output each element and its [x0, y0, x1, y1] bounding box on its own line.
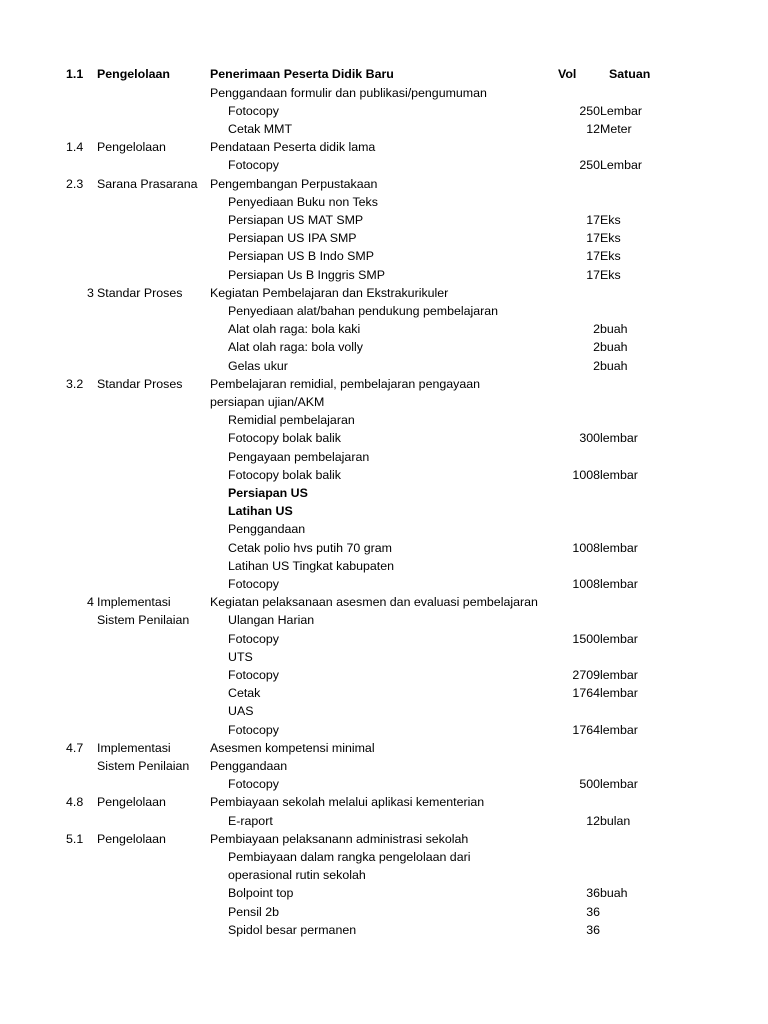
table-row — [0, 520, 768, 538]
item-description: Persiapan US IPA SMP — [228, 231, 357, 246]
table-row — [0, 812, 768, 830]
item-description: Persiapan US B Indo SMP — [228, 249, 375, 264]
unit-value: buah — [600, 358, 628, 373]
volume-value: 36 — [586, 886, 600, 901]
volume-value: 2 — [593, 322, 600, 337]
table-row — [0, 338, 768, 356]
item-description: Penggandaan — [228, 522, 306, 537]
item-description: UTS — [228, 649, 253, 664]
item-description: operasional rutin sekolah — [228, 868, 366, 883]
section-number: 4.7 — [66, 740, 84, 755]
volume-value: 1008 — [572, 467, 600, 482]
item-description: Cetak MMT — [228, 121, 293, 136]
table-row — [0, 648, 768, 666]
item-description: Fotocopy — [228, 722, 279, 737]
unit-value: lembar — [600, 540, 638, 555]
table-row — [0, 630, 768, 648]
table-row — [0, 138, 768, 156]
header-category: Pengelolaan — [97, 67, 170, 81]
table-row — [0, 611, 768, 629]
volume-value: 2 — [593, 340, 600, 355]
table-row — [0, 848, 768, 866]
table-row — [0, 120, 768, 138]
header-row — [0, 65, 768, 83]
table-row — [0, 211, 768, 229]
item-description: Asesmen kompetensi minimal — [210, 740, 375, 755]
unit-value: lembar — [600, 722, 638, 737]
table-row — [0, 684, 768, 702]
table-row — [0, 921, 768, 939]
table-row — [0, 84, 768, 102]
unit-value: lembar — [600, 467, 638, 482]
item-description: Penyediaan Buku non Teks — [228, 194, 378, 209]
category-label: Standar Proses — [97, 376, 183, 391]
volume-value: 1008 — [572, 540, 600, 555]
table-row — [0, 411, 768, 429]
vol-column-label: Vol — [558, 67, 577, 81]
item-description: Alat olah raga: bola volly — [228, 340, 364, 355]
volume-value: 1764 — [572, 722, 600, 737]
table-row — [0, 903, 768, 921]
table-row — [0, 593, 768, 611]
volume-value: 250 — [579, 103, 600, 118]
category-label: Sistem Penilaian — [97, 758, 190, 773]
table-row — [0, 557, 768, 575]
unit-value: lembar — [600, 667, 638, 682]
unit-value: Meter — [600, 121, 632, 136]
volume-value: 36 — [586, 904, 600, 919]
item-description: Persiapan US MAT SMP — [228, 212, 364, 227]
unit-value: lembar — [600, 686, 638, 701]
item-description: Fotocopy — [228, 158, 279, 173]
section-number: 4.8 — [66, 795, 84, 810]
unit-value: Lembar — [600, 158, 643, 173]
table-row — [0, 229, 768, 247]
unit-value: Eks — [600, 267, 621, 282]
item-description: Pengembangan Perpustakaan — [210, 176, 378, 191]
item-description: Spidol besar permanen — [228, 922, 357, 937]
item-description: Remidial pembelajaran — [228, 413, 355, 428]
section-number: 3 — [87, 285, 94, 300]
item-description: UAS — [228, 704, 254, 719]
table-row — [0, 484, 768, 502]
unit-value: lembar — [600, 576, 638, 591]
volume-value: 17 — [586, 267, 600, 282]
volume-value: 12 — [586, 121, 600, 136]
volume-value: 1500 — [572, 631, 600, 646]
category-label: Pengelolaan — [97, 795, 166, 810]
table-row — [0, 466, 768, 484]
table-row — [0, 830, 768, 848]
item-description: Pembiayaan dalam rangka pengelolaan dari — [228, 849, 471, 864]
volume-value: 36 — [586, 922, 600, 937]
item-description: Penyediaan alat/bahan pendukung pembelajaran — [228, 303, 499, 318]
table-row — [0, 102, 768, 120]
unit-value: lembar — [600, 631, 638, 646]
table-row — [0, 884, 768, 902]
section-number: 5.1 — [66, 831, 84, 846]
volume-value: 17 — [586, 249, 600, 264]
item-description: Fotocopy — [228, 576, 279, 591]
unit-value: Eks — [600, 249, 621, 264]
item-description: persiapan ujian/AKM — [210, 394, 325, 409]
category-label: Pengelolaan — [97, 140, 166, 155]
table-row — [0, 502, 768, 520]
item-description: Pengayaan pembelajaran — [228, 449, 370, 464]
table-row — [0, 721, 768, 739]
table-row — [0, 357, 768, 375]
table-row — [0, 702, 768, 720]
unit-value: Eks — [600, 212, 621, 227]
table-row — [0, 793, 768, 811]
item-description: Pembelajaran remidial, pembelajaran pengayaan — [210, 376, 481, 391]
item-description: Pendataan Peserta didik lama — [210, 140, 376, 155]
volume-value: 250 — [579, 158, 600, 173]
unit-value: Lembar — [600, 103, 643, 118]
item-description: Fotocopy bolak balik — [228, 467, 341, 482]
category-label: Implementasi — [97, 595, 171, 610]
category-label: Pengelolaan — [97, 831, 166, 846]
item-description: E-raport — [228, 813, 273, 828]
unit-value: buah — [600, 322, 628, 337]
volume-value: 12 — [586, 813, 600, 828]
unit-column-label: Satuan — [609, 67, 651, 81]
item-description: Pensil 2b — [228, 904, 279, 919]
volume-value: 17 — [586, 212, 600, 227]
category-label: Standar Proses — [97, 285, 183, 300]
volume-value: 500 — [579, 777, 600, 792]
table-row — [0, 429, 768, 447]
item-description: Cetak — [228, 686, 261, 701]
table-row — [0, 320, 768, 338]
table-row — [0, 156, 768, 174]
category-label: Implementasi — [97, 740, 171, 755]
item-description: Fotocopy bolak balik — [228, 431, 341, 446]
table-row — [0, 448, 768, 466]
table-row — [0, 375, 768, 393]
item-description: Kegiatan Pembelajaran dan Ekstrakurikuler — [210, 285, 449, 300]
table-row — [0, 302, 768, 320]
item-description: Bolpoint top — [228, 886, 294, 901]
table-row — [0, 866, 768, 884]
category-label: Sarana Prasarana — [97, 176, 198, 191]
table-row — [0, 284, 768, 302]
item-description: Fotocopy — [228, 103, 279, 118]
section-number: 4 — [87, 595, 94, 610]
volume-value: 300 — [579, 431, 600, 446]
unit-value: buah — [600, 886, 628, 901]
item-description: Pembiayaan pelaksanann administrasi sekolah — [210, 831, 469, 846]
volume-value: 17 — [586, 231, 600, 246]
table-row — [0, 775, 768, 793]
section-number: 3.2 — [66, 376, 84, 391]
item-description: Gelas ukur — [228, 358, 288, 373]
item-description: Kegiatan pelaksanaan asesmen dan evaluasi pembelajaran — [210, 595, 538, 610]
table-row — [0, 175, 768, 193]
item-description: Penggandaan — [210, 758, 288, 773]
item-description: Fotocopy — [228, 667, 279, 682]
item-description: Penggandaan formulir dan publikasi/pengumuman — [210, 85, 487, 100]
unit-value: buah — [600, 340, 628, 355]
category-label: Sistem Penilaian — [97, 613, 190, 628]
table-row — [0, 193, 768, 211]
table-row — [0, 393, 768, 411]
table-row — [0, 575, 768, 593]
header-title: Penerimaan Peserta Didik Baru — [210, 67, 394, 81]
unit-value: Eks — [600, 231, 621, 246]
volume-value: 2709 — [572, 667, 600, 682]
item-description: Cetak polio hvs putih 70 gram — [228, 540, 392, 555]
table-row — [0, 539, 768, 557]
table-row — [0, 757, 768, 775]
item-description: Pembiayaan sekolah melalui aplikasi kementerian — [210, 795, 485, 810]
header-section-number: 1.1 — [66, 67, 84, 81]
item-description: Latihan US — [228, 504, 293, 519]
section-number: 2.3 — [66, 176, 84, 191]
item-description: Persiapan US — [228, 485, 308, 500]
volume-value: 1764 — [572, 686, 600, 701]
item-description: Persiapan Us B Inggris SMP — [228, 267, 386, 282]
section-number: 1.4 — [66, 140, 84, 155]
table-row — [0, 266, 768, 284]
table-row — [0, 739, 768, 757]
item-description: Fotocopy — [228, 777, 279, 792]
table-row — [0, 247, 768, 265]
table-row — [0, 666, 768, 684]
item-description: Alat olah raga: bola kaki — [228, 322, 361, 337]
volume-value: 1008 — [572, 576, 600, 591]
unit-value: lembar — [600, 777, 638, 792]
item-description: Latihan US Tingkat kabupaten — [228, 558, 395, 573]
unit-value: lembar — [600, 431, 638, 446]
volume-value: 2 — [593, 358, 600, 373]
unit-value: bulan — [600, 813, 631, 828]
item-description: Fotocopy — [228, 631, 279, 646]
item-description: Ulangan Harian — [228, 613, 315, 628]
